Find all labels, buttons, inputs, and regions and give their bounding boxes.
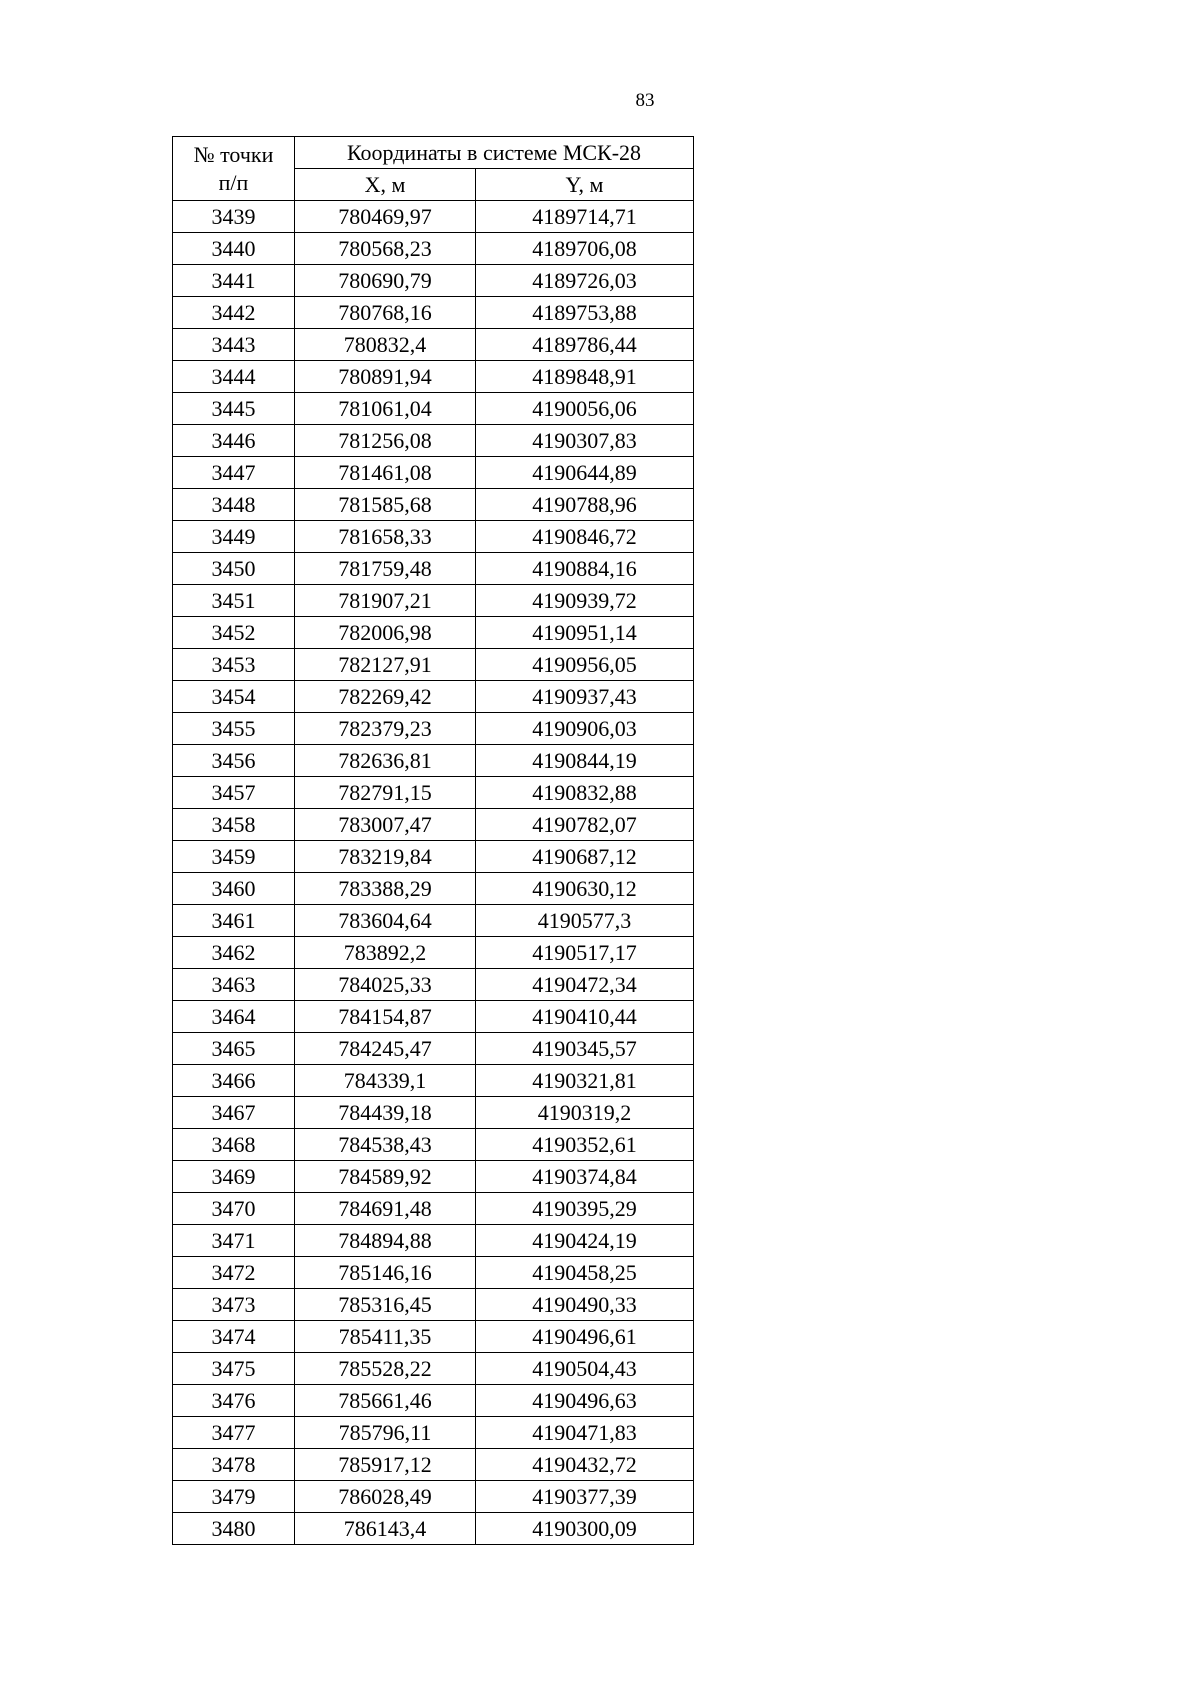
point-number-cell: 3463 [173, 969, 295, 1001]
x-coordinate-cell: 781061,04 [295, 393, 476, 425]
point-number-cell: 3444 [173, 361, 295, 393]
y-coordinate-cell: 4190577,3 [476, 905, 694, 937]
point-number-cell: 3446 [173, 425, 295, 457]
y-coordinate-cell: 4190782,07 [476, 809, 694, 841]
y-coordinate-cell: 4189753,88 [476, 297, 694, 329]
table-row [173, 1449, 694, 1481]
y-coordinate-cell: 4190471,83 [476, 1417, 694, 1449]
table-row [173, 361, 694, 393]
point-number-cell: 3470 [173, 1193, 295, 1225]
point-number-cell: 3478 [173, 1449, 295, 1481]
y-coordinate-cell: 4189848,91 [476, 361, 694, 393]
table-row [173, 809, 694, 841]
table-row [173, 777, 694, 809]
y-coordinate-cell: 4189706,08 [476, 233, 694, 265]
y-coordinate-cell: 4190844,19 [476, 745, 694, 777]
x-coordinate-cell: 782379,23 [295, 713, 476, 745]
y-coordinate-cell: 4189714,71 [476, 201, 694, 233]
point-number-cell: 3476 [173, 1385, 295, 1417]
x-coordinate-cell: 781256,08 [295, 425, 476, 457]
point-number-cell: 3441 [173, 265, 295, 297]
x-column-header: X, м [295, 169, 476, 201]
point-number-cell: 3464 [173, 1001, 295, 1033]
y-coordinate-cell: 4190504,43 [476, 1353, 694, 1385]
point-number-cell: 3458 [173, 809, 295, 841]
table-row [173, 1353, 694, 1385]
x-coordinate-cell: 784691,48 [295, 1193, 476, 1225]
point-number-cell: 3450 [173, 553, 295, 585]
x-coordinate-cell: 782269,42 [295, 681, 476, 713]
y-coordinate-cell: 4190410,44 [476, 1001, 694, 1033]
table-row [173, 745, 694, 777]
table-row [173, 393, 694, 425]
point-number-cell: 3448 [173, 489, 295, 521]
table-row [173, 1513, 694, 1545]
table-row [173, 489, 694, 521]
table-row [173, 1065, 694, 1097]
x-coordinate-cell: 781585,68 [295, 489, 476, 521]
y-coordinate-cell: 4190517,17 [476, 937, 694, 969]
point-number-cell: 3453 [173, 649, 295, 681]
point-number-cell: 3455 [173, 713, 295, 745]
x-coordinate-cell: 785411,35 [295, 1321, 476, 1353]
x-coordinate-cell: 783604,64 [295, 905, 476, 937]
table-row [173, 1161, 694, 1193]
table-row [173, 1385, 694, 1417]
point-number-header-line1: № точки [193, 141, 274, 167]
x-coordinate-cell: 786028,49 [295, 1481, 476, 1513]
y-coordinate-cell: 4190496,63 [476, 1385, 694, 1417]
y-coordinate-cell: 4190906,03 [476, 713, 694, 745]
table-row [173, 1193, 694, 1225]
x-coordinate-cell: 784154,87 [295, 1001, 476, 1033]
point-number-cell: 3459 [173, 841, 295, 873]
page-number: 83 [635, 90, 655, 111]
table-row [173, 585, 694, 617]
x-coordinate-cell: 780469,97 [295, 201, 476, 233]
point-number-cell: 3447 [173, 457, 295, 489]
x-coordinate-cell: 783892,2 [295, 937, 476, 969]
table-row [173, 1289, 694, 1321]
y-coordinate-cell: 4190321,81 [476, 1065, 694, 1097]
y-coordinate-cell: 4190846,72 [476, 521, 694, 553]
x-coordinate-cell: 786143,4 [295, 1513, 476, 1545]
point-number-cell: 3468 [173, 1129, 295, 1161]
x-coordinate-cell: 784538,43 [295, 1129, 476, 1161]
table-row [173, 521, 694, 553]
y-coordinate-cell: 4190374,84 [476, 1161, 694, 1193]
table-row [173, 1321, 694, 1353]
point-number-cell: 3474 [173, 1321, 295, 1353]
y-coordinate-cell: 4190956,05 [476, 649, 694, 681]
point-number-header [173, 137, 295, 201]
point-number-cell: 3461 [173, 905, 295, 937]
y-coordinate-cell: 4190832,88 [476, 777, 694, 809]
table-row [173, 457, 694, 489]
y-coordinate-cell: 4190377,39 [476, 1481, 694, 1513]
x-coordinate-cell: 784025,33 [295, 969, 476, 1001]
x-coordinate-cell: 785917,12 [295, 1449, 476, 1481]
table-row [173, 1225, 694, 1257]
y-coordinate-cell: 4190056,06 [476, 393, 694, 425]
y-coordinate-cell: 4189786,44 [476, 329, 694, 361]
y-coordinate-cell: 4190490,33 [476, 1289, 694, 1321]
x-coordinate-cell: 780891,94 [295, 361, 476, 393]
point-number-cell: 3449 [173, 521, 295, 553]
point-number-cell: 3480 [173, 1513, 295, 1545]
x-coordinate-cell: 785316,45 [295, 1289, 476, 1321]
table-row [173, 329, 694, 361]
y-coordinate-cell: 4190458,25 [476, 1257, 694, 1289]
x-coordinate-cell: 783007,47 [295, 809, 476, 841]
x-coordinate-cell: 782006,98 [295, 617, 476, 649]
x-coordinate-cell: 784439,18 [295, 1097, 476, 1129]
x-coordinate-cell: 780768,16 [295, 297, 476, 329]
x-coordinate-cell: 785146,16 [295, 1257, 476, 1289]
x-coordinate-cell: 781759,48 [295, 553, 476, 585]
point-number-cell: 3467 [173, 1097, 295, 1129]
point-number-cell: 3472 [173, 1257, 295, 1289]
y-coordinate-cell: 4190939,72 [476, 585, 694, 617]
x-coordinate-cell: 784245,47 [295, 1033, 476, 1065]
y-coordinate-cell: 4190352,61 [476, 1129, 694, 1161]
point-number-cell: 3452 [173, 617, 295, 649]
table-row [173, 1481, 694, 1513]
y-coordinate-cell: 4190300,09 [476, 1513, 694, 1545]
y-coordinate-cell: 4190472,34 [476, 969, 694, 1001]
x-coordinate-cell: 785796,11 [295, 1417, 476, 1449]
table-row [173, 873, 694, 905]
y-coordinate-cell: 4190644,89 [476, 457, 694, 489]
y-coordinate-cell: 4190395,29 [476, 1193, 694, 1225]
point-number-cell: 3475 [173, 1353, 295, 1385]
x-coordinate-cell: 784589,92 [295, 1161, 476, 1193]
point-number-cell: 3456 [173, 745, 295, 777]
y-coordinate-cell: 4190307,83 [476, 425, 694, 457]
y-coordinate-cell: 4190937,43 [476, 681, 694, 713]
point-number-cell: 3443 [173, 329, 295, 361]
x-coordinate-cell: 785661,46 [295, 1385, 476, 1417]
x-coordinate-cell: 780568,23 [295, 233, 476, 265]
y-coordinate-cell: 4190630,12 [476, 873, 694, 905]
y-coordinate-cell: 4190788,96 [476, 489, 694, 521]
x-coordinate-cell: 781658,33 [295, 521, 476, 553]
table-row [173, 617, 694, 649]
point-number-cell: 3460 [173, 873, 295, 905]
point-number-cell: 3471 [173, 1225, 295, 1257]
point-number-cell: 3440 [173, 233, 295, 265]
point-number-cell: 3466 [173, 1065, 295, 1097]
x-coordinate-cell: 785528,22 [295, 1353, 476, 1385]
x-coordinate-cell: 784894,88 [295, 1225, 476, 1257]
table-row [173, 1097, 694, 1129]
table-row [173, 297, 694, 329]
table-row [173, 713, 694, 745]
y-coordinate-cell: 4190432,72 [476, 1449, 694, 1481]
table-row [173, 233, 694, 265]
y-coordinate-cell: 4190687,12 [476, 841, 694, 873]
table-row [173, 553, 694, 585]
table-row [173, 681, 694, 713]
x-coordinate-cell: 783219,84 [295, 841, 476, 873]
point-number-cell: 3465 [173, 1033, 295, 1065]
point-number-cell: 3477 [173, 1417, 295, 1449]
table-row [173, 1129, 694, 1161]
point-number-cell: 3462 [173, 937, 295, 969]
table-row [173, 937, 694, 969]
point-number-header-line2: п/п [218, 169, 249, 195]
table-row [173, 1001, 694, 1033]
x-coordinate-cell: 782636,81 [295, 745, 476, 777]
coordinates-system-header: Координаты в системе МСК-28 [295, 137, 694, 169]
table-row [173, 265, 694, 297]
y-coordinate-cell: 4190319,2 [476, 1097, 694, 1129]
point-number-cell: 3442 [173, 297, 295, 329]
table-body [173, 201, 694, 1545]
table-row [173, 969, 694, 1001]
y-coordinate-cell: 4190884,16 [476, 553, 694, 585]
x-coordinate-cell: 781461,08 [295, 457, 476, 489]
x-coordinate-cell: 781907,21 [295, 585, 476, 617]
y-coordinate-cell: 4189726,03 [476, 265, 694, 297]
table-row [173, 1033, 694, 1065]
point-number-cell: 3445 [173, 393, 295, 425]
point-number-cell: 3454 [173, 681, 295, 713]
x-coordinate-cell: 780832,4 [295, 329, 476, 361]
table-row [173, 201, 694, 233]
point-number-cell: 3457 [173, 777, 295, 809]
point-number-cell: 3469 [173, 1161, 295, 1193]
coordinates-table [172, 136, 694, 1545]
table-header [173, 137, 694, 201]
point-number-cell: 3479 [173, 1481, 295, 1513]
y-coordinate-cell: 4190424,19 [476, 1225, 694, 1257]
x-coordinate-cell: 783388,29 [295, 873, 476, 905]
x-coordinate-cell: 784339,1 [295, 1065, 476, 1097]
x-coordinate-cell: 782791,15 [295, 777, 476, 809]
table-row [173, 649, 694, 681]
table-row [173, 1417, 694, 1449]
table-row [173, 1257, 694, 1289]
x-coordinate-cell: 780690,79 [295, 265, 476, 297]
y-coordinate-cell: 4190345,57 [476, 1033, 694, 1065]
point-number-cell: 3439 [173, 201, 295, 233]
y-coordinate-cell: 4190951,14 [476, 617, 694, 649]
x-coordinate-cell: 782127,91 [295, 649, 476, 681]
y-column-header: Y, м [476, 169, 694, 201]
y-coordinate-cell: 4190496,61 [476, 1321, 694, 1353]
table-row [173, 905, 694, 937]
point-number-cell: 3451 [173, 585, 295, 617]
table-row [173, 425, 694, 457]
table-row [173, 841, 694, 873]
point-number-cell: 3473 [173, 1289, 295, 1321]
